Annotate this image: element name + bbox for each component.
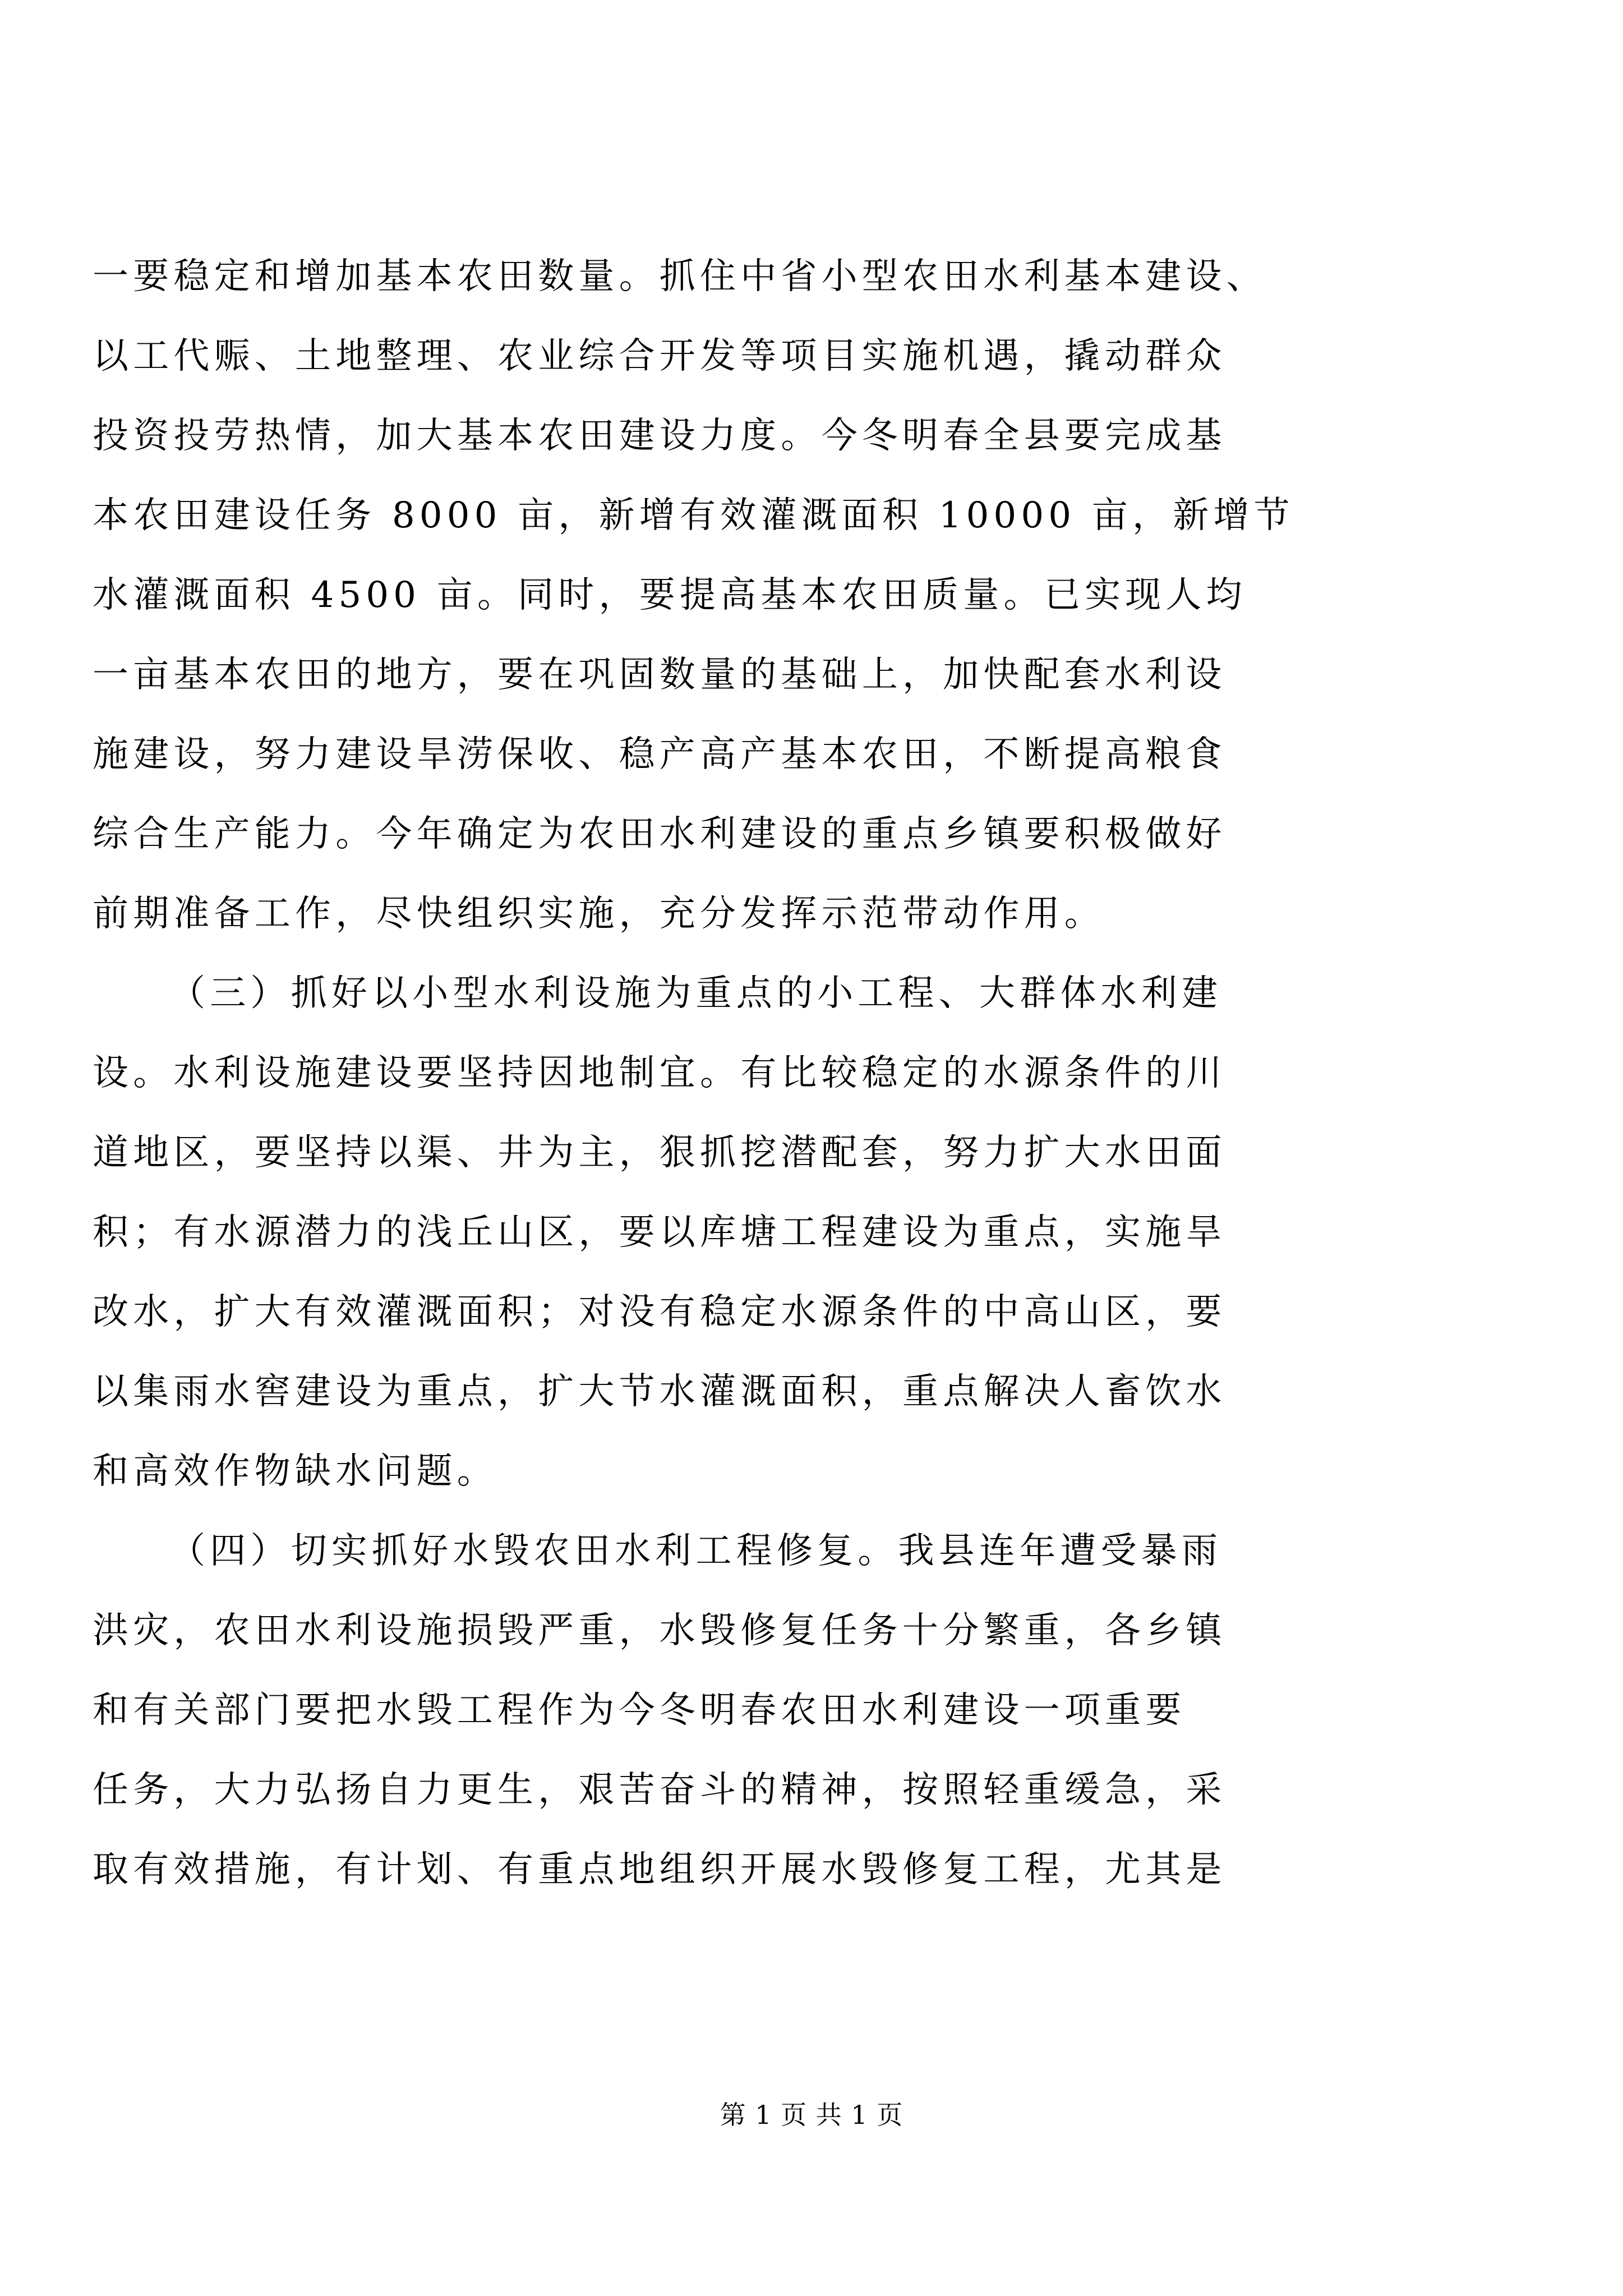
section-heading-line: （三）抓好以小型水利设施为重点的小工程、大群体水利建 [169, 973, 1223, 1014]
body-line: 本农田建设任务 8000 亩，新增有效灌溉面积 10000 亩，新增节 [93, 495, 1294, 536]
body-line: 综合生产能力。今年确定为农田水利建设的重点乡镇要积极做好 [93, 813, 1227, 855]
body-line: 和有关部门要把水毁工程作为今冬明春农田水利建设一项重要 [93, 1690, 1186, 1731]
body-line: 一亩基本农田的地方，要在巩固数量的基础上，加快配套水利设 [93, 654, 1227, 696]
body-line: 一要稳定和增加基本农田数量。抓住中省小型农田水利基本建设、 [93, 256, 1267, 297]
body-line: 道地区，要坚持以渠、井为主，狠抓挖潜配套，努力扩大水田面 [93, 1132, 1227, 1174]
body-line: 改水，扩大有效灌溉面积；对没有稳定水源条件的中高山区，要 [93, 1291, 1227, 1333]
body-line: 施建设，努力建设旱涝保收、稳产高产基本农田，不断提高粮食 [93, 734, 1227, 775]
body-line: 洪灾，农田水利设施损毁严重，水毁修复任务十分繁重，各乡镇 [93, 1610, 1227, 1651]
body-line: 取有效措施，有计划、有重点地组织开展水毁修复工程，尤其是 [93, 1849, 1227, 1890]
page-footer: 第 1 页 共 1 页 [720, 2100, 903, 2130]
body-line: 以集雨水窖建设为重点，扩大节水灌溉面积，重点解决人畜饮水 [93, 1371, 1227, 1412]
body-line: 投资投劳热情，加大基本农田建设力度。今冬明春全县要完成基 [93, 415, 1227, 457]
body-line: 和高效作物缺水问题。 [93, 1451, 497, 1492]
body-line: 积；有水源潜力的浅丘山区，要以库塘工程建设为重点，实施旱 [93, 1212, 1227, 1253]
body-line: 设。水利设施建设要坚持因地制宜。有比较稳定的水源条件的川 [93, 1052, 1227, 1094]
body-line: 水灌溉面积 4500 亩。同时，要提高基本农田质量。已实现人均 [93, 574, 1247, 616]
body-line: 前期准备工作，尽快组织实施，充分发挥示范带动作用。 [93, 893, 1105, 935]
body-line: 以工代赈、土地整理、农业综合开发等项目实施机遇，撬动群众 [93, 335, 1227, 377]
body-line: 任务，大力弘扬自力更生，艰苦奋斗的精神，按照轻重缓急，采 [93, 1769, 1227, 1811]
section-heading-line: （四）切实抓好水毁农田水利工程修复。我县连年遭受暴雨 [169, 1530, 1223, 1572]
